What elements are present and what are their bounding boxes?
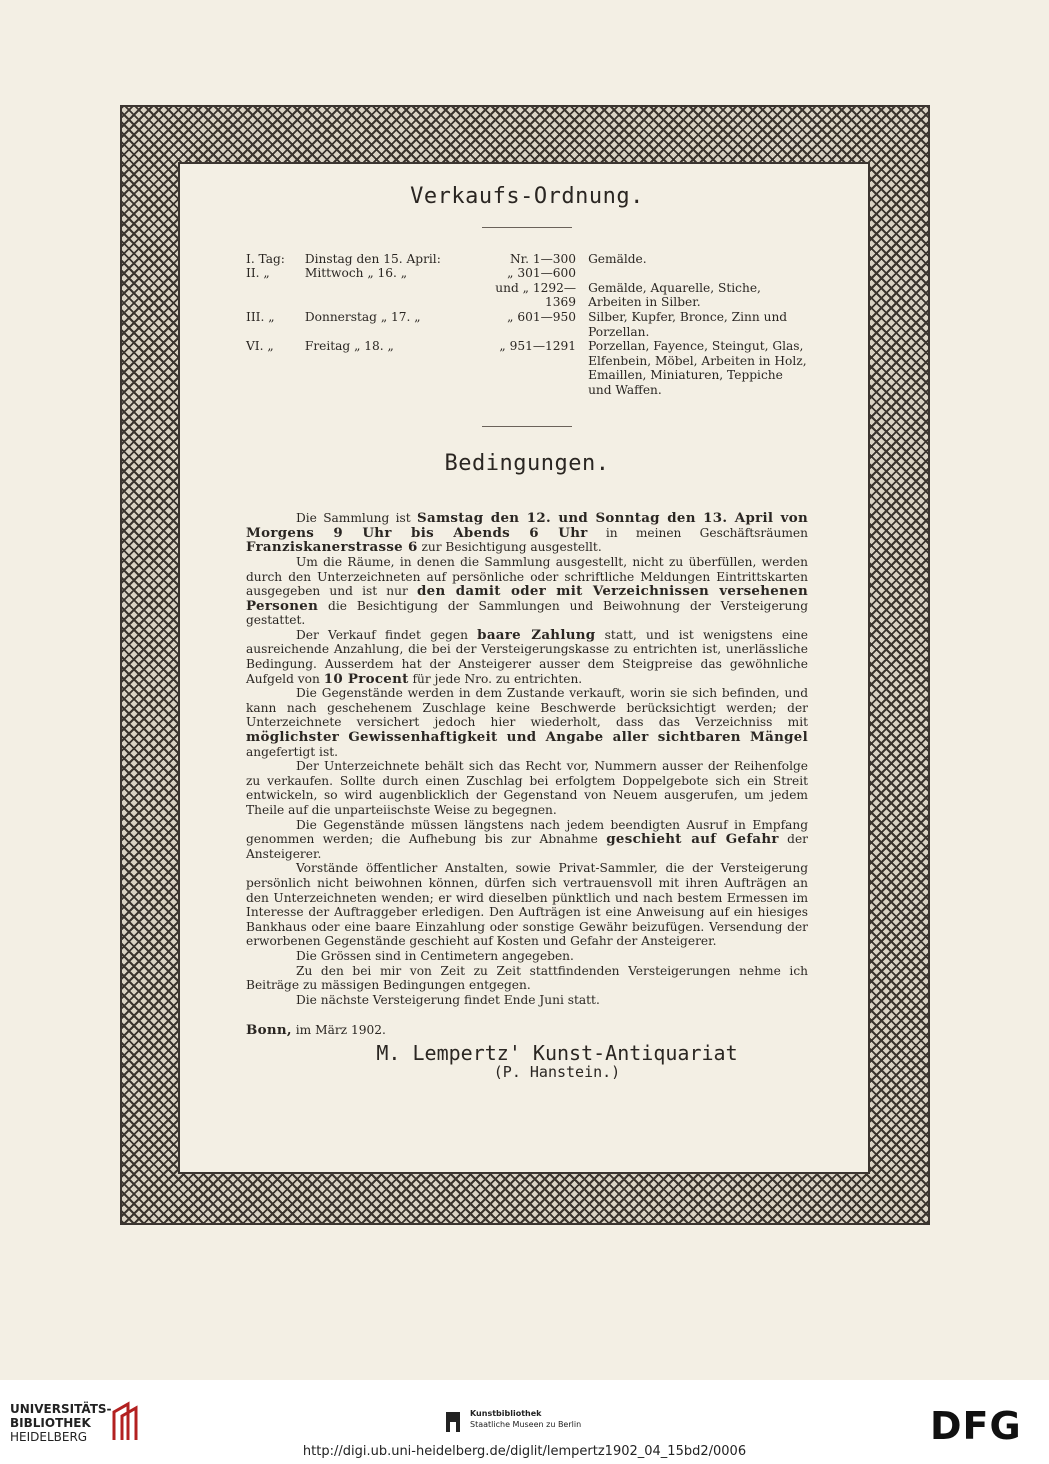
firm-subname: (P. Hanstein.) <box>493 1062 621 1081</box>
paragraph-6: Die Gegenstände müssen längstens nach jedem beendigten Ausruf in Empfang genommen werden; die Aufhebung bis zur Abnahme geschieht auf Gefahr der Ansteigerer. <box>246 817 808 861</box>
divider <box>482 426 572 427</box>
paragraph-9: Zu den bei mir von Zeit zu Zeit stattfindenden Versteigerungen nehme ich Beiträge zu mässigen Bedingungen entgegen. <box>246 963 808 993</box>
schedule-cell-items: Silber, Kupfer, Bronce, Zinn und Porzellan. <box>588 309 788 339</box>
paragraph-7: Vorstände öffentlicher Anstalten, sowie Privat-Sammler, die der Versteigerung persönlich nicht beiwohnen können, dürfen sich vertrauensvoll mit ihren Aufträgen an den Unterzeichneten wenden; er wird dieselben pünktlich und nach bestem Ermessen im Interesse der Auftraggeber erledigen. Den Aufträgen ist eine Anweisung auf ein hiesiges Bankhaus oder eine baare Einzahlung oder sonstige Gewähr beizufügen. Versendung der erworbenen Gegenstände geschieht auf Kosten und Gefahr der Ansteigerer. <box>246 861 808 949</box>
paragraph-3: Der Verkauf findet gegen baare Zahlung statt, und ist wenigstens eine ausreichende Anzahlung, die bei der Versteigerungskasse zu entrichten ist, unerlässliche Bedingung. Ausserdem hat der Ansteigerer ausser dem Steigpreise das gewöhnliche Aufgeld von 10 Procent für jede Nro. zu entrichten. <box>246 626 808 687</box>
schedule-cell-day: Freitag „ 18. „ <box>304 339 394 354</box>
paragraph-5: Der Unterzeichnete behält sich das Recht vor, Nummern ausser der Reihenfolge zu verkaufen. Sollte durch einen Zuschlag bei erfolgtem Doppelgebote sich ein Streit entwickeln, so wird augenblicklich der Gegenstand von Neuem ausgerufen, um jedem Theile auf die unparteiischste Weise zu begegnen. <box>246 759 808 817</box>
university-logo-icon <box>108 1400 152 1444</box>
schedule-cell-nr: „ 601—950 <box>507 309 577 324</box>
paragraph-1: Die Sammlung ist Samstag den 12. und Sonntag den 13. April von Morgens 9 Uhr bis Abends 6 Uhr in meinen Geschäftsräumen Franziskanerstrasse 6 zur Besichtigung ausgestellt. <box>246 510 809 556</box>
schedule-cell-nr: und „ 1292—1369 <box>495 280 577 310</box>
signature-line: Bonn, im März 1902. <box>246 1022 386 1039</box>
paragraph-4: Die Gegenstände werden in dem Zustande verkauft, worin sie sich befinden, und kann nach geschehenem Zuschlage keine Beschwerde berücksichtigt werden; der Unterzeichnete versichert jedoch hier wiederholt, dass das Verzeichniss mit möglichster Gewissenhaftigkeit und Angabe aller sichtbaren Mängel angefertigt ist. <box>246 686 808 759</box>
title: Verkaufs-Ordnung. <box>410 184 644 209</box>
divider <box>482 227 572 228</box>
source-url[interactable]: http://digi.ub.uni-heidelberg.de/diglit/lempertz1902_04_15bd2/0006 <box>302 1444 747 1459</box>
university-library-label: UNIVERSITÄTS- BIBLIOTHEK HEIDELBERG <box>10 1402 112 1444</box>
schedule-cell-items: Gemälde, Aquarelle, Stiche, Arbeiten in Silber. <box>588 280 761 310</box>
schedule-cell-items: Porzellan, Fayence, Steingut, Glas, Elfenbein, Möbel, Arbeiten in Holz, Emaillen, Miniaturen, Teppiche und Waffen. <box>588 339 807 397</box>
sale-schedule <box>246 252 808 398</box>
schedule-cell-day: Donnerstag „ 17. „ <box>304 309 421 324</box>
kunstbibliothek-logo-icon <box>444 1410 464 1436</box>
schedule-cell-tag: III. „ <box>246 309 275 324</box>
paragraph-10: Die nächste Versteigerung findet Ende Juni statt. <box>296 992 600 1007</box>
kunstbibliothek-label: Kunstbibliothek Staatliche Museen zu Berlin <box>470 1409 582 1429</box>
schedule-row <box>246 252 808 267</box>
schedule-cell-nr: „ 301—600 <box>507 266 577 281</box>
schedule-cell-day: Dinstag den 15. April: <box>304 251 441 266</box>
schedule-cell-items: Gemälde. <box>588 251 647 266</box>
schedule-cell-tag: I. Tag: <box>246 251 285 266</box>
schedule-row <box>246 281 808 310</box>
schedule-cell-tag: VI. „ <box>246 339 274 354</box>
schedule-cell-day <box>305 281 467 310</box>
paragraph-8: Die Grössen sind in Centimetern angegeben. <box>296 948 574 963</box>
dfg-logo: DFG <box>930 1404 1022 1448</box>
schedule-cell-nr: „ 951—1291 <box>499 339 577 354</box>
schedule-cell-tag: II. „ <box>246 266 270 281</box>
schedule-cell-nr: Nr. 1—300 <box>509 251 577 266</box>
schedule-row <box>246 339 808 397</box>
schedule-row <box>246 310 808 339</box>
schedule-cell-items <box>588 266 808 281</box>
schedule-cell-day: Mittwoch „ 16. „ <box>304 266 408 281</box>
firm-name: M. Lempertz' Kunst-Antiquariat <box>376 1040 738 1065</box>
schedule-row <box>246 266 808 281</box>
conditions-title: Bedingungen. <box>444 450 610 476</box>
document-content <box>246 184 809 1081</box>
viewer-footer <box>0 1380 1049 1464</box>
paragraph-2: Um die Räume, in denen die Sammlung ausgestellt, nicht zu überfüllen, werden durch den Unterzeichneten auf persönliche oder schriftliche Meldungen Eintrittskarten ausgegeben und ist nur den damit oder mit Verzeichnissen versehenen Personen die Besichtigung der Sammlungen und Beiwohnung der Versteigerung gestattet. <box>246 554 808 628</box>
schedule-cell-tag <box>246 281 305 310</box>
